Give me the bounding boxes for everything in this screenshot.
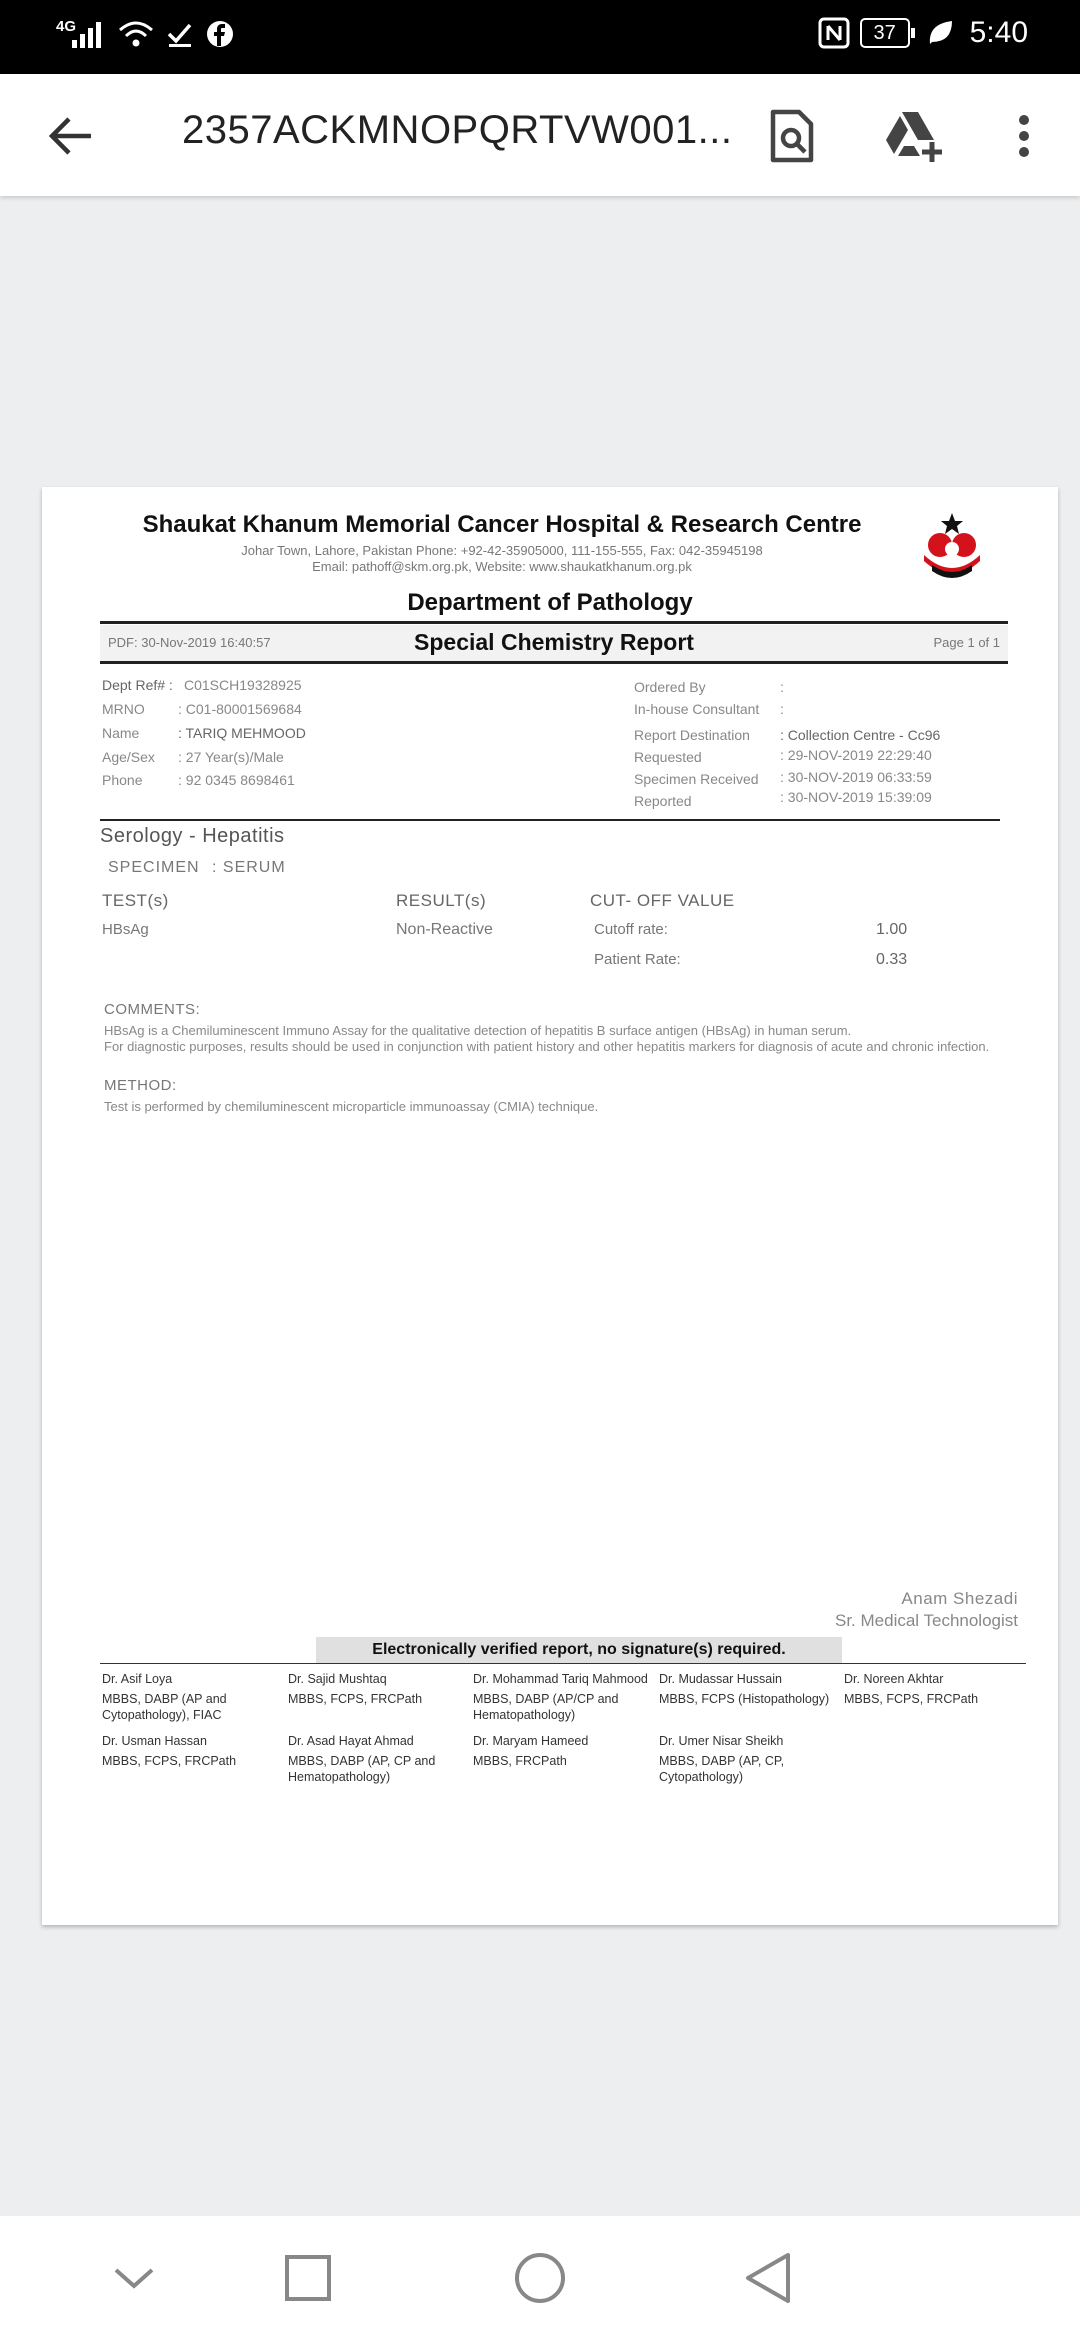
doctor-quals: MBBS, FCPS, FRCPath <box>844 1692 979 1706</box>
doctor-quals: MBBS, FCPS, FRCPath <box>102 1754 237 1768</box>
status-bar <box>0 0 1080 74</box>
dept-ref-label: Dept Ref# : <box>102 677 173 693</box>
test-name: HBsAg <box>102 921 149 938</box>
pdf-page[interactable] <box>42 487 1058 1925</box>
wifi-icon <box>118 20 154 48</box>
patient-rate-value: 0.33 <box>876 951 908 968</box>
specimen-label: SPECIMEN <box>108 859 200 876</box>
doctor-name: Dr. Mohammad Tariq Mahmood <box>473 1672 648 1686</box>
doctor-entry <box>659 1733 789 1785</box>
doctor-name: Dr. Usman Hassan <box>102 1734 207 1748</box>
signatory-role: Sr. Medical Technologist <box>834 1611 1018 1630</box>
hospital-address: Johar Town, Lahore, Pakistan Phone: +92-42-35905000, 111-155-555, Fax: 042-35945198 <box>241 543 763 558</box>
doctor-name: Dr. Asad Hayat Ahmad <box>288 1734 414 1748</box>
doctor-entry <box>844 1671 1024 1707</box>
square-icon <box>284 2254 332 2302</box>
verified-banner: Electronically verified report, no signature(s) required. <box>316 1637 842 1663</box>
test-result: Non-Reactive <box>396 921 493 938</box>
pdf-date: PDF: 30-Nov-2019 16:40:57 <box>108 635 271 650</box>
triangle-back-icon <box>744 2251 792 2305</box>
cutoff-label: Cutoff rate: <box>594 921 668 938</box>
more-vert-icon <box>1017 114 1031 158</box>
destination-label: Report Destination <box>634 727 750 743</box>
mrno-label: MRNO <box>102 701 145 717</box>
report-title: Special Chemistry Report <box>414 629 694 655</box>
age-label: Age/Sex <box>102 749 155 765</box>
signal-icon <box>72 20 106 48</box>
header-rule <box>100 621 1008 624</box>
doctor-name: Dr. Umer Nisar Sheikh <box>659 1734 784 1748</box>
doctor-quals: MBBS, FCPS, FRCPath <box>288 1692 423 1706</box>
age-value: : 27 Year(s)/Male <box>178 749 284 765</box>
doctor-entry <box>659 1671 839 1707</box>
doctor-entry <box>473 1671 659 1723</box>
doctor-quals: MBBS, DABP (AP and Cytopathology), FIAC <box>102 1692 227 1722</box>
reported-label: Reported <box>634 793 692 809</box>
page-number: Page 1 of 1 <box>933 635 1000 650</box>
back-button[interactable] <box>40 106 100 166</box>
battery-level: 37 <box>860 18 910 48</box>
arrow-back-icon <box>47 116 93 156</box>
add-to-drive-icon <box>884 110 944 162</box>
doctor-quals: MBBS, DABP (AP, CP, Cytopathology) <box>659 1754 785 1784</box>
search-in-document-button[interactable] <box>760 104 824 168</box>
doctor-quals: MBBS, FCPS (Histopathology) <box>659 1692 830 1706</box>
doctor-quals: MBBS, FRCPath <box>473 1754 567 1768</box>
phone-value: : 92 0345 8698461 <box>178 772 295 788</box>
consultant-value: : <box>780 701 784 717</box>
navigation-bar <box>0 2216 1080 2340</box>
received-label: Specimen Received <box>634 771 759 787</box>
comments-line-2: For diagnostic purposes, results should be used in conjunction with patient history and other hepatitis markers for diagnosis of acute and chronic infection. <box>104 1039 990 1054</box>
network-type: 4G <box>56 18 77 35</box>
section-title: Serology - Hepatitis <box>100 825 285 847</box>
doctor-entry <box>102 1733 282 1769</box>
column-test: TEST(s) <box>102 891 169 910</box>
name-label: Name <box>102 725 140 741</box>
add-to-drive-button[interactable] <box>882 104 946 168</box>
chevron-down-icon <box>112 2264 156 2292</box>
consultant-label: In-house Consultant <box>634 701 760 717</box>
title-rule <box>100 661 1008 664</box>
column-result: RESULT(s) <box>396 891 487 910</box>
document-title: 2357ACKMNOPQRTVW001... <box>182 108 733 152</box>
doctor-name: Dr. Maryam Hameed <box>473 1734 589 1748</box>
doctor-entry <box>288 1733 468 1785</box>
specimen-value: : SERUM <box>212 859 286 876</box>
destination-value: : Collection Centre - Cc96 <box>780 727 941 743</box>
patient-rule <box>100 819 1000 821</box>
doctor-entry <box>288 1671 468 1707</box>
hospital-name: Shaukat Khanum Memorial Cancer Hospital & Research Centre <box>142 511 862 538</box>
requested-value: : 29-NOV-2019 22:29:40 <box>780 747 932 763</box>
doctors-rule <box>100 1663 1026 1664</box>
doctor-name: Dr. Asif Loya <box>102 1672 173 1686</box>
back-nav-button[interactable] <box>736 2246 800 2310</box>
ordered-by-label: Ordered By <box>634 679 706 695</box>
ordered-by-value: : <box>780 679 784 695</box>
phone-label: Phone <box>102 772 143 788</box>
download-done-icon <box>166 20 194 48</box>
app-bar <box>0 74 1080 196</box>
name-value: : TARIQ MEHMOOD <box>178 725 306 741</box>
home-button[interactable] <box>508 2246 572 2310</box>
doctor-name: Dr. Noreen Akhtar <box>844 1672 944 1686</box>
requested-label: Requested <box>634 749 702 765</box>
comments-title: COMMENTS: <box>104 1001 201 1018</box>
column-cutoff: CUT- OFF VALUE <box>590 891 735 910</box>
mrno-value: : C01-80001569684 <box>178 701 302 717</box>
clock: 5:40 <box>969 16 1028 49</box>
circle-icon <box>513 2251 567 2305</box>
signatory-name: Anam Shezadi <box>901 1589 1018 1608</box>
doctor-entry <box>473 1733 653 1769</box>
more-options-button[interactable] <box>992 104 1056 168</box>
department-title: Department of Pathology <box>407 589 693 616</box>
find-in-page-icon <box>769 108 815 164</box>
power-saving-leaf-icon <box>926 18 954 48</box>
hospital-logo-icon <box>912 511 992 583</box>
method-title: METHOD: <box>104 1077 177 1094</box>
received-value: : 30-NOV-2019 06:33:59 <box>780 769 932 785</box>
nfc-icon <box>818 17 850 49</box>
doctor-name: Dr. Sajid Mushtaq <box>288 1672 387 1686</box>
dept-ref-value: C01SCH19328925 <box>184 677 302 693</box>
cutoff-value: 1.00 <box>876 921 908 938</box>
recents-button[interactable] <box>276 2246 340 2310</box>
patient-rate-label: Patient Rate: <box>594 951 681 968</box>
doctor-entry <box>102 1671 282 1723</box>
doctor-quals: MBBS, DABP (AP, CP and Hematopathology) <box>288 1754 436 1784</box>
reported-value: : 30-NOV-2019 15:39:09 <box>780 789 932 805</box>
hide-navbar-button[interactable] <box>102 2246 166 2310</box>
comments-line-1: HBsAg is a Chemiluminescent Immuno Assay for the qualitative detection of hepatitis B surface antigen (HBsAg) in human serum. <box>104 1023 852 1038</box>
doctor-quals: MBBS, DABP (AP/CP and Hematopathology) <box>473 1692 619 1722</box>
report-title-band <box>100 625 1008 661</box>
hospital-email: Email: pathoff@skm.org.pk, Website: www.shaukatkhanum.org.pk <box>312 559 692 574</box>
facebook-icon <box>206 20 234 48</box>
doctor-name: Dr. Mudassar Hussain <box>659 1672 782 1686</box>
method-text: Test is performed by chemiluminescent microparticle immunoassay (CMIA) technique. <box>104 1099 599 1114</box>
